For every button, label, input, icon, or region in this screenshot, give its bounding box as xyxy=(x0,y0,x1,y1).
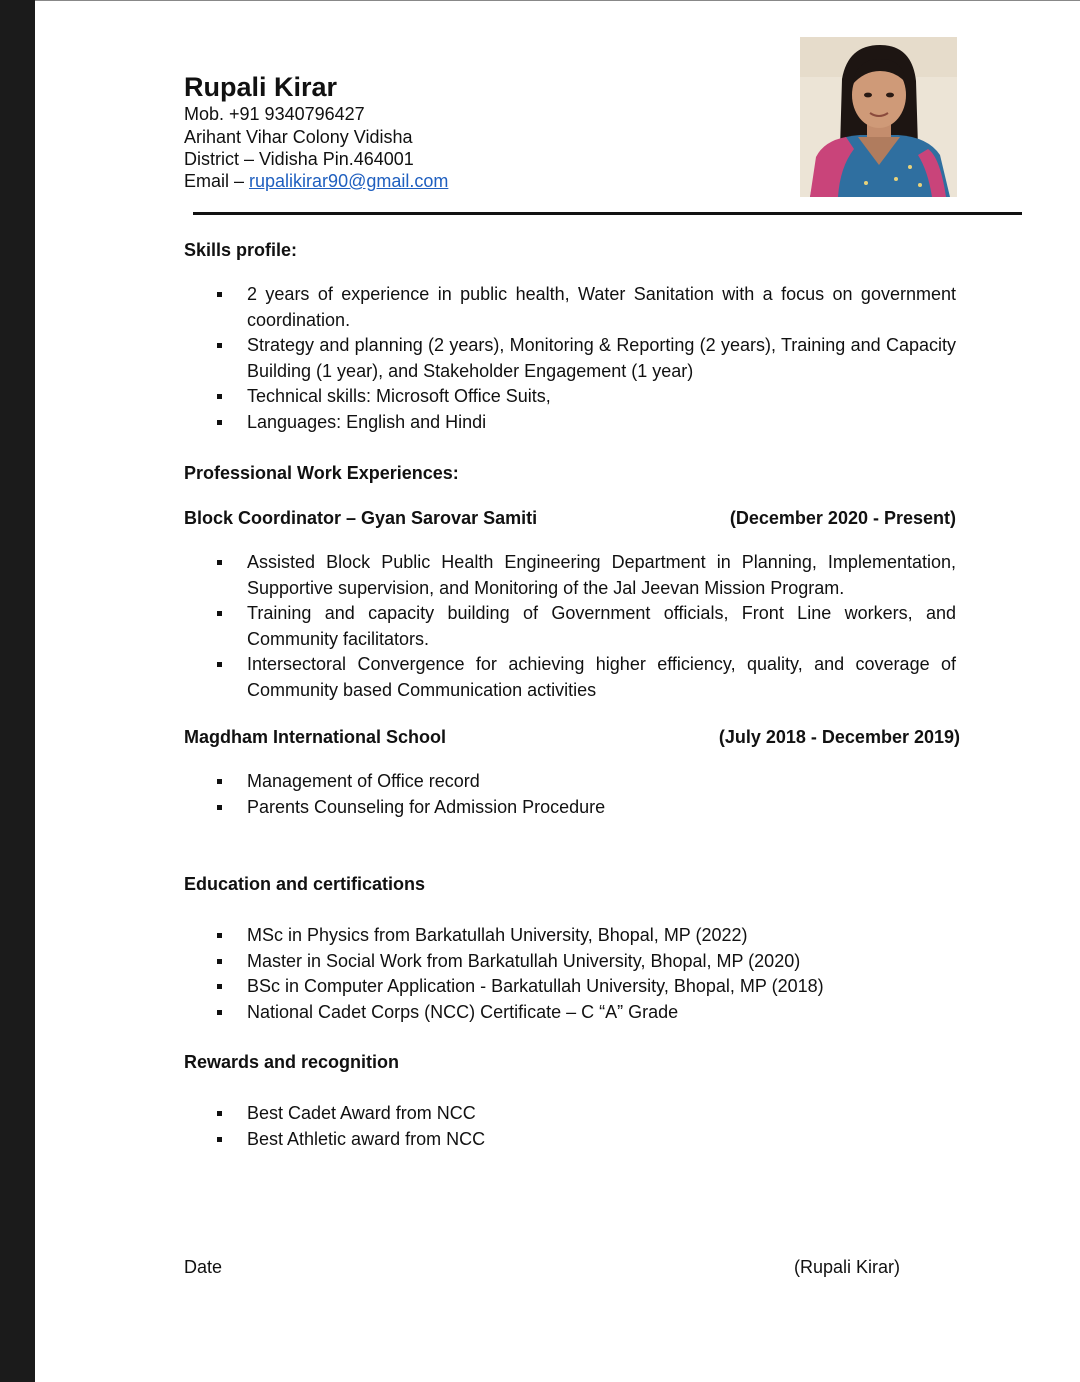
list-item: Intersectoral Convergence for achieving higher efficiency, quality, and coverage of Community based Communication activities xyxy=(210,652,956,703)
job-duties-list xyxy=(210,769,956,820)
header-divider xyxy=(193,212,1022,215)
candidate-name: Rupali Kirar xyxy=(184,72,338,102)
list-item: Best Cadet Award from NCC xyxy=(210,1101,956,1127)
rewards-heading: Rewards and recognition xyxy=(184,1052,400,1072)
email-label: Email – xyxy=(184,171,250,191)
list-item: Training and capacity building of Government officials, Front Line workers, and Community facilitators. xyxy=(210,601,956,652)
list-item: Technical skills: Microsoft Office Suits, xyxy=(210,384,956,410)
list-item: Strategy and planning (2 years), Monitoring & Reporting (2 years), Training and Capacity Building (1 year), and Stakeholder Engagement (1 year) xyxy=(210,333,956,384)
list-item: Master in Social Work from Barkatullah University, Bhopal, MP (2020) xyxy=(210,949,956,975)
list-item: Best Athletic award from NCC xyxy=(210,1127,956,1153)
job-dates: (July 2018 - December 2019) xyxy=(718,727,960,747)
left-border-bar xyxy=(0,0,35,1382)
education-list xyxy=(210,923,956,1025)
email-link[interactable]: rupalikirar90@gmail.com xyxy=(249,171,449,191)
list-item: Assisted Block Public Health Engineering Department in Planning, Implementation, Supportive supervision, and Monitoring of the Jal Jeevan Mission Program. xyxy=(210,550,956,601)
list-item: Management of Office record xyxy=(210,769,956,795)
job-title: Block Coordinator – Gyan Sarovar Samiti xyxy=(184,508,538,528)
profile-photo xyxy=(800,37,957,197)
list-item: MSc in Physics from Barkatullah University, Bhopal, MP (2022) xyxy=(210,923,956,949)
list-item: Languages: English and Hindi xyxy=(210,410,956,436)
job-dates: (December 2020 - Present) xyxy=(729,508,956,528)
skills-list xyxy=(210,282,956,435)
mobile-number: Mob. +91 9340796427 xyxy=(184,104,365,124)
date-label: Date xyxy=(184,1257,223,1277)
experience-heading: Professional Work Experiences: xyxy=(184,463,459,483)
profile-photo-illustration xyxy=(800,37,957,197)
job-duties-list xyxy=(210,550,956,703)
list-item: BSc in Computer Application - Barkatullah University, Bhopal, MP (2018) xyxy=(210,974,956,1000)
email-row xyxy=(184,170,448,192)
page-top-edge xyxy=(35,0,1080,1)
signature-name: (Rupali Kirar) xyxy=(794,1257,901,1277)
list-item: 2 years of experience in public health, Water Sanitation with a focus on government coordination. xyxy=(210,282,956,333)
list-item: National Cadet Corps (NCC) Certificate – C “A” Grade xyxy=(210,1000,956,1026)
job-title: Magdham International School xyxy=(184,727,447,747)
education-heading: Education and certifications xyxy=(184,874,426,894)
rewards-list xyxy=(210,1101,956,1152)
address-line-1: Arihant Vihar Colony Vidisha xyxy=(184,127,413,147)
address-line-2: District – Vidisha Pin.464001 xyxy=(184,149,414,169)
list-item: Parents Counseling for Admission Procedure xyxy=(210,795,956,821)
skills-heading: Skills profile: xyxy=(184,240,298,260)
